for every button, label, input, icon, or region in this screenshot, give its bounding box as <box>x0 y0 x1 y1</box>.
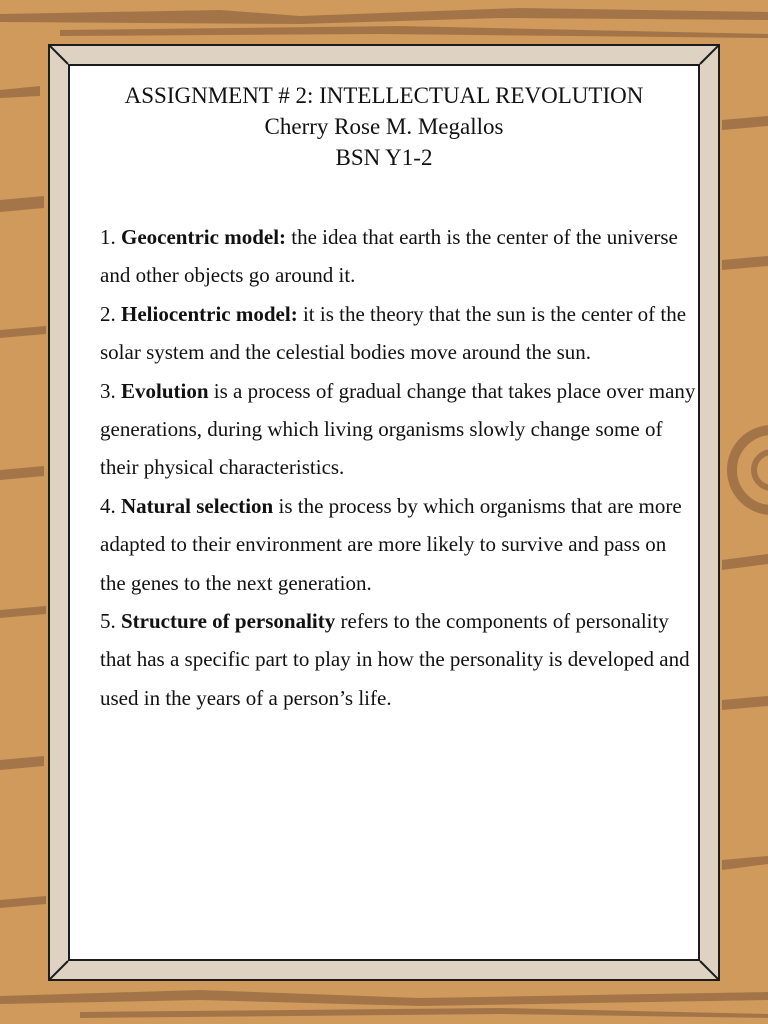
bevel-line <box>48 961 68 981</box>
item-term: Natural selection <box>121 493 274 518</box>
item-term: Evolution <box>121 378 209 403</box>
bevel-line <box>700 961 720 981</box>
item-term: Geocentric model: <box>121 225 287 249</box>
item-term: Heliocentric model: <box>121 301 298 326</box>
definition-item <box>100 295 696 372</box>
document-header <box>68 80 700 173</box>
item-number: 2. <box>100 301 121 326</box>
bevel-line <box>700 44 720 64</box>
item-number: 4. <box>100 493 121 518</box>
definition-item <box>100 602 696 717</box>
wood-grain <box>0 756 44 770</box>
wood-grain <box>0 606 46 618</box>
wood-grain <box>80 1008 768 1018</box>
item-term: Structure of personality <box>121 609 336 634</box>
bevel-line <box>48 44 68 64</box>
wood-grain <box>722 554 768 570</box>
wood-grain <box>722 696 768 710</box>
wood-grain <box>60 26 768 38</box>
item-number: 5. <box>100 609 121 634</box>
wood-knot <box>754 452 768 488</box>
item-definition: the idea that earth is the center of the universe and other objects go around it. <box>100 225 678 288</box>
definition-item <box>100 487 696 602</box>
item-definition: refers to the components of personality that has a specific part to play in how the personality is developed and used in the years of a person’s life. <box>100 609 690 710</box>
definitions-list <box>100 218 696 717</box>
wood-grain <box>722 856 768 870</box>
wood-knot <box>732 430 768 510</box>
wood-grain <box>0 896 46 908</box>
item-definition: is a process of gradual change that takes place over many generations, during which living organisms slowly change some of their physical characteristics. <box>100 378 696 480</box>
wood-grain <box>0 86 40 98</box>
definition-item <box>100 218 696 295</box>
item-definition: is the process by which organisms that are more adapted to their environment are more likely to survive and pass on the genes to the next generation. <box>100 493 682 595</box>
document-title: ASSIGNMENT # 2: INTELLECTUAL REVOLUTION <box>124 83 644 108</box>
item-number: 1. <box>100 225 121 249</box>
author-name: Cherry Rose M. Megallos <box>264 114 504 139</box>
wood-grain <box>0 326 46 338</box>
item-number: 3. <box>100 378 121 403</box>
wood-grain <box>0 990 768 1006</box>
wood-grain <box>0 196 44 212</box>
wood-grain <box>0 466 44 480</box>
wood-grain <box>0 8 768 24</box>
class-section: BSN Y1-2 <box>335 145 433 170</box>
wood-grain <box>722 116 768 130</box>
item-definition: it is the theory that the sun is the center of the solar system and the celestial bodies move around the sun. <box>100 301 687 365</box>
wood-grain <box>722 256 768 270</box>
definition-item <box>100 372 696 487</box>
